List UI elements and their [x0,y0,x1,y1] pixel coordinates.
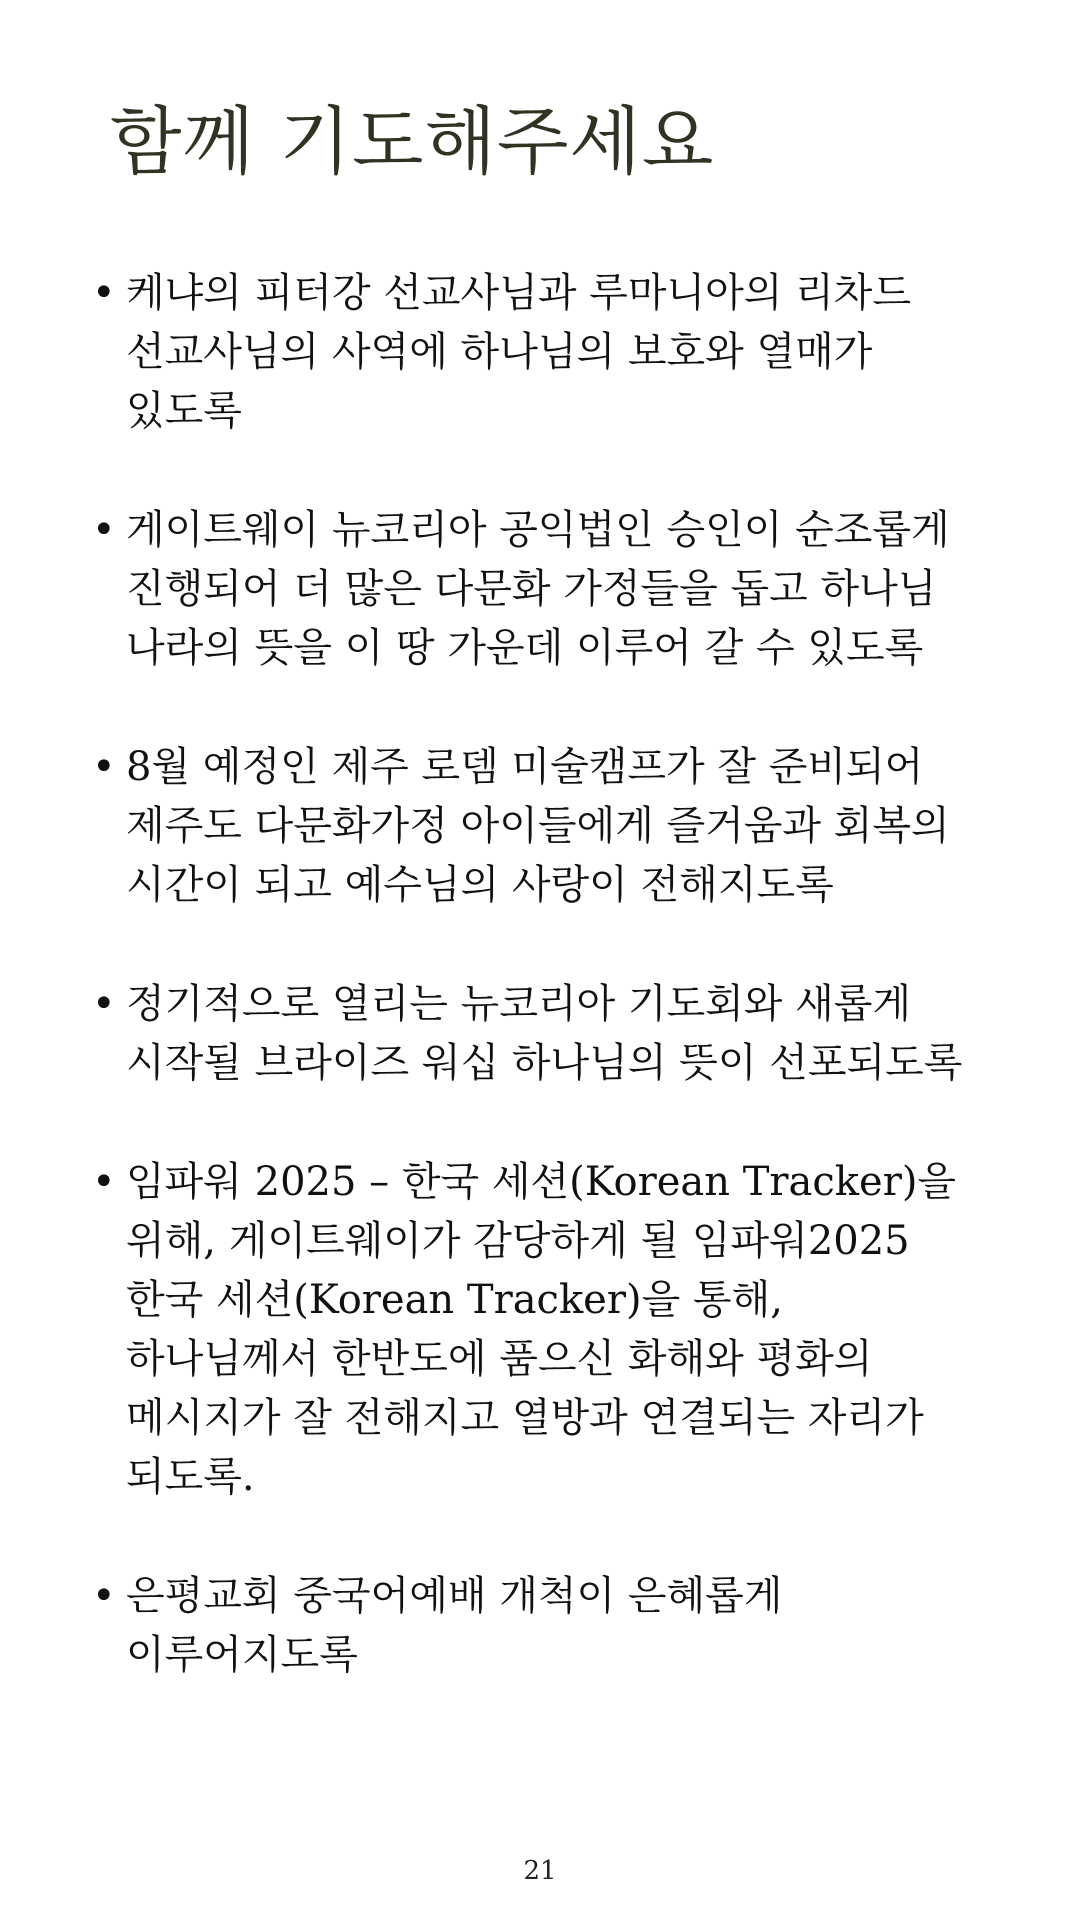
page-title: 함께 기도해주세요 [110,99,715,185]
page-number: 21 [523,1856,557,1886]
prayer-item [88,738,988,915]
prayer-item-text: 은평교회 중국어예배 개척이 은혜롭게 이루어지도록 [126,1573,783,1678]
prayer-item [88,1153,988,1507]
bullet-icon: • [92,1573,116,1619]
bullet-icon: • [92,507,116,553]
prayer-list [88,264,988,1745]
prayer-item-text: 케냐의 피터강 선교사님과 루마니아의 리차드 선교사님의 사역에 하나님의 보호와 열매가 있도록 [126,270,912,434]
prayer-item-text: 8월 예정인 제주 로뎀 미술캠프가 잘 준비되어 제주도 다문화가정 아이들에게 즐거움과 회복의 시간이 되고 예수님의 사랑이 전해지도록 [126,744,950,908]
prayer-item [88,975,988,1093]
bullet-icon: • [92,744,116,790]
bullet-icon: • [92,981,116,1027]
prayer-item [88,1567,988,1685]
prayer-item-text: 정기적으로 열리는 뉴코리아 기도회와 새롭게 시작될 브라이즈 워십 하나님의 뜻이 선포되도록 [126,981,963,1086]
prayer-item-text: 게이트웨이 뉴코리아 공익법인 승인이 순조롭게 진행되어 더 많은 다문화 가정들을 돕고 하나님 나라의 뜻을 이 땅 가운데 이루어 갈 수 있도록 [126,507,950,671]
bullet-icon: • [92,270,116,316]
prayer-item [88,501,988,678]
prayer-item [88,264,988,441]
bullet-icon: • [92,1159,116,1205]
prayer-item-text: 임파워 2025 – 한국 세션(Korean Tracker)을 위해, 게이트웨이가 감당하게 될 임파워2025 한국 세션(Korean Tracker)을 통해, 하나님께서 한반도에 품으신 화해와 평화의 메시지가 잘 전해지고 열방과 연결되는 자리가 되도록. [126,1159,957,1500]
